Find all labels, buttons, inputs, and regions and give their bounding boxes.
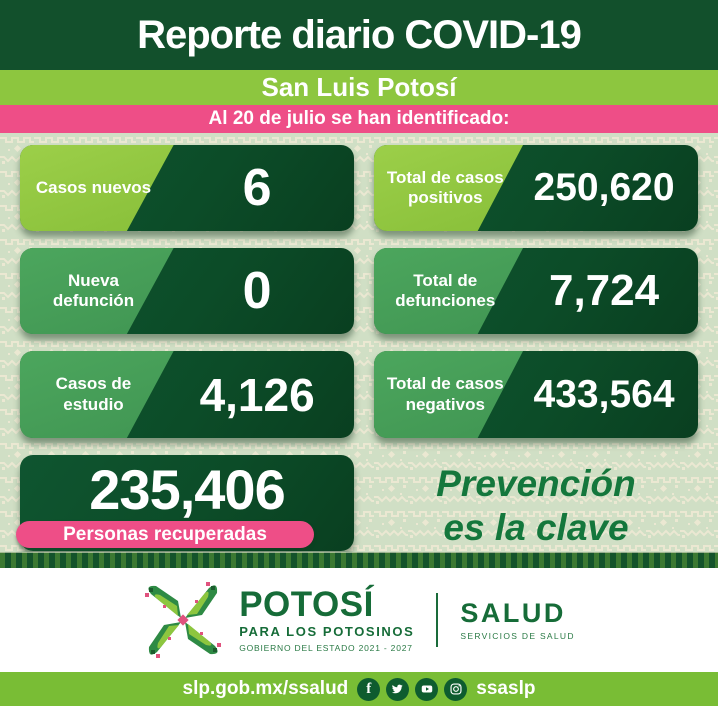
card-total-positivos — [374, 145, 698, 231]
card-casos-estudio — [20, 351, 354, 438]
twitter-icon[interactable] — [386, 678, 409, 701]
date-banner: Al 20 de julio se han identificado: — [208, 108, 510, 129]
logo-footer — [0, 568, 718, 672]
card-label: Nueva defunción — [52, 270, 135, 310]
card-personas-recuperadas — [20, 455, 354, 551]
header-band — [0, 0, 718, 70]
social-icons — [357, 678, 467, 701]
report-title: Reporte diario COVID-19 — [137, 12, 581, 57]
recovered-value: 235,406 — [89, 458, 285, 521]
card-value: 433,564 — [533, 372, 675, 416]
youtube-icon[interactable] — [415, 678, 438, 701]
card-value: 0 — [242, 262, 272, 320]
salud-logo-subtitle: SERVICIOS DE SALUD — [460, 631, 575, 642]
facebook-icon[interactable]: f — [357, 678, 380, 701]
potosi-logo-government: GOBIERNO DEL ESTADO 2021 - 2027 — [239, 643, 413, 653]
potosi-emblem-icon — [143, 581, 223, 659]
textile-border-strip — [0, 552, 718, 568]
social-handle: ssaslp — [476, 678, 536, 699]
slogan-line-2: es la clave — [443, 507, 629, 548]
state-band — [0, 70, 718, 105]
logo-divider — [436, 593, 438, 647]
slogan-line-1: Prevención — [436, 463, 636, 505]
card-total-negativos — [374, 351, 698, 438]
potosi-logo-tagline: PARA LOS POTOSINOS — [239, 624, 415, 639]
stats-section — [0, 133, 718, 568]
website-url: slp.gob.mx/ssalud — [182, 678, 349, 699]
potosi-logo-block — [239, 587, 414, 653]
state-name: San Luis Potosí — [261, 72, 457, 102]
card-label: Total de defunciones — [395, 270, 496, 310]
date-band — [0, 105, 718, 133]
salud-logo-name: SALUD — [460, 597, 566, 628]
social-bar — [0, 672, 718, 706]
card-value: 6 — [242, 159, 272, 217]
card-label: Total de casos negativos — [386, 374, 504, 414]
potosi-logo-name: POTOSÍ — [239, 585, 374, 624]
recovered-label-pill: Personas recuperadas — [16, 521, 314, 548]
instagram-icon[interactable] — [444, 678, 467, 701]
card-label: Total de casos positivos — [386, 167, 504, 207]
card-nueva-defuncion — [20, 248, 354, 334]
card-value: 7,724 — [548, 266, 660, 315]
card-label: Casos de estudio — [55, 374, 132, 414]
salud-logo-block — [460, 599, 574, 641]
card-value: 250,620 — [533, 166, 675, 209]
card-value: 4,126 — [199, 368, 315, 421]
card-label: Casos nuevos — [35, 177, 152, 197]
prevention-slogan — [374, 455, 698, 551]
card-casos-nuevos — [20, 145, 354, 231]
card-total-defunciones — [374, 248, 698, 334]
stats-grid — [0, 133, 718, 551]
